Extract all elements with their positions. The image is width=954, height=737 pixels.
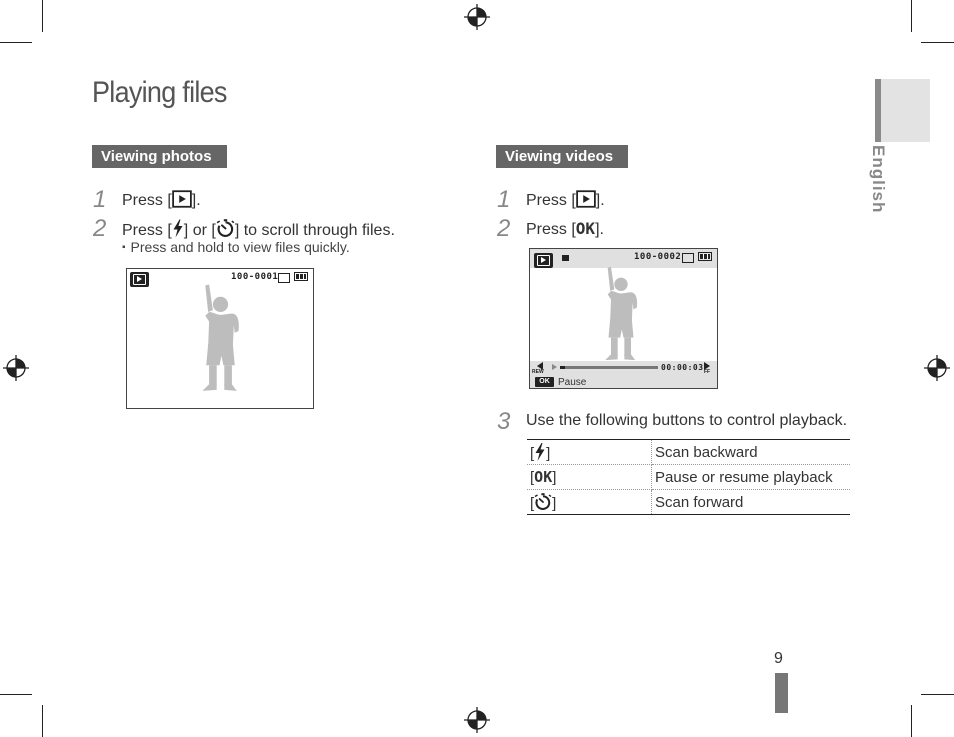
crop-mark [921,694,954,695]
step-text: Press [ ] or [ ] to scroll through files. [122,219,395,240]
language-tab [875,79,930,142]
page-title: Playing files [92,76,227,109]
child-silhouette [596,266,646,366]
section-label-viewing-photos: Viewing photos [92,145,227,168]
reg-mark-icon [3,355,29,381]
step-number: 2 [93,215,107,242]
crop-mark [0,694,32,695]
step-number: 2 [497,215,511,242]
video-screen [529,248,718,389]
crop-mark [921,42,954,43]
step-number: 3 [497,408,511,435]
playback-mode-icon [130,272,149,287]
table-desc-cell: Scan forward [652,490,851,515]
memory-icon [278,273,290,283]
table-key-cell: [ ] [527,490,652,515]
playback-mode-icon [534,253,553,268]
step-text: Press [ ]. [526,192,605,209]
table-desc-cell: Pause or resume playback [652,465,851,490]
table-desc-cell: Scan backward [652,440,851,465]
battery-icon [698,252,712,261]
play-icon [172,190,192,208]
table-key-cell: [OK] [527,465,652,490]
crop-mark [911,705,912,737]
ok-key: OK [534,468,553,486]
photo-screen [126,268,314,409]
timer-icon [216,219,235,238]
ok-key: OK [575,219,596,238]
rewind-button[interactable]: REW [532,361,548,375]
ok-hint-label: Pause [558,377,587,388]
timer-icon [534,493,552,511]
reg-mark-icon [464,4,490,30]
child-silhouette [192,283,249,398]
controls-table [527,439,850,515]
table-key-cell: [ ] [527,440,652,465]
elapsed-time: 00:00:03 [661,363,704,372]
reg-mark-icon [464,707,490,733]
language-tab-label: English [869,145,888,214]
crop-mark [911,0,912,32]
memory-icon [682,253,694,263]
table-row [527,490,850,515]
reg-mark-icon [924,355,950,381]
crop-mark [42,705,43,737]
step-number: 1 [93,186,107,213]
play-indicator [552,364,557,370]
fast-forward-button[interactable]: FF [700,361,716,375]
page-number: 9 [774,650,783,667]
step-text: Press [OK]. [526,219,604,238]
step-text: Use the following buttons to control playback. [526,412,848,429]
flash-icon [172,219,184,238]
step-number: 1 [497,186,511,213]
crop-mark [0,42,32,43]
bullet-note: ▪ Press and hold to view files quickly. [122,239,350,255]
flash-icon [534,443,546,461]
page-number-bar [775,673,788,713]
movie-icon [562,255,569,261]
play-icon [576,190,596,208]
file-number: 100-0002 [634,252,682,262]
file-number: 100-0001 [231,272,279,282]
progress-fill [560,366,565,369]
crop-mark [42,0,43,32]
step-text: Press [ ]. [122,192,201,209]
section-label-viewing-videos: Viewing videos [496,145,628,168]
language-tab-bar [875,79,881,142]
table-row [527,440,850,465]
progress-track [560,366,658,369]
ok-key-badge: OK [535,377,554,387]
table-row [527,465,850,490]
battery-icon [294,272,308,281]
